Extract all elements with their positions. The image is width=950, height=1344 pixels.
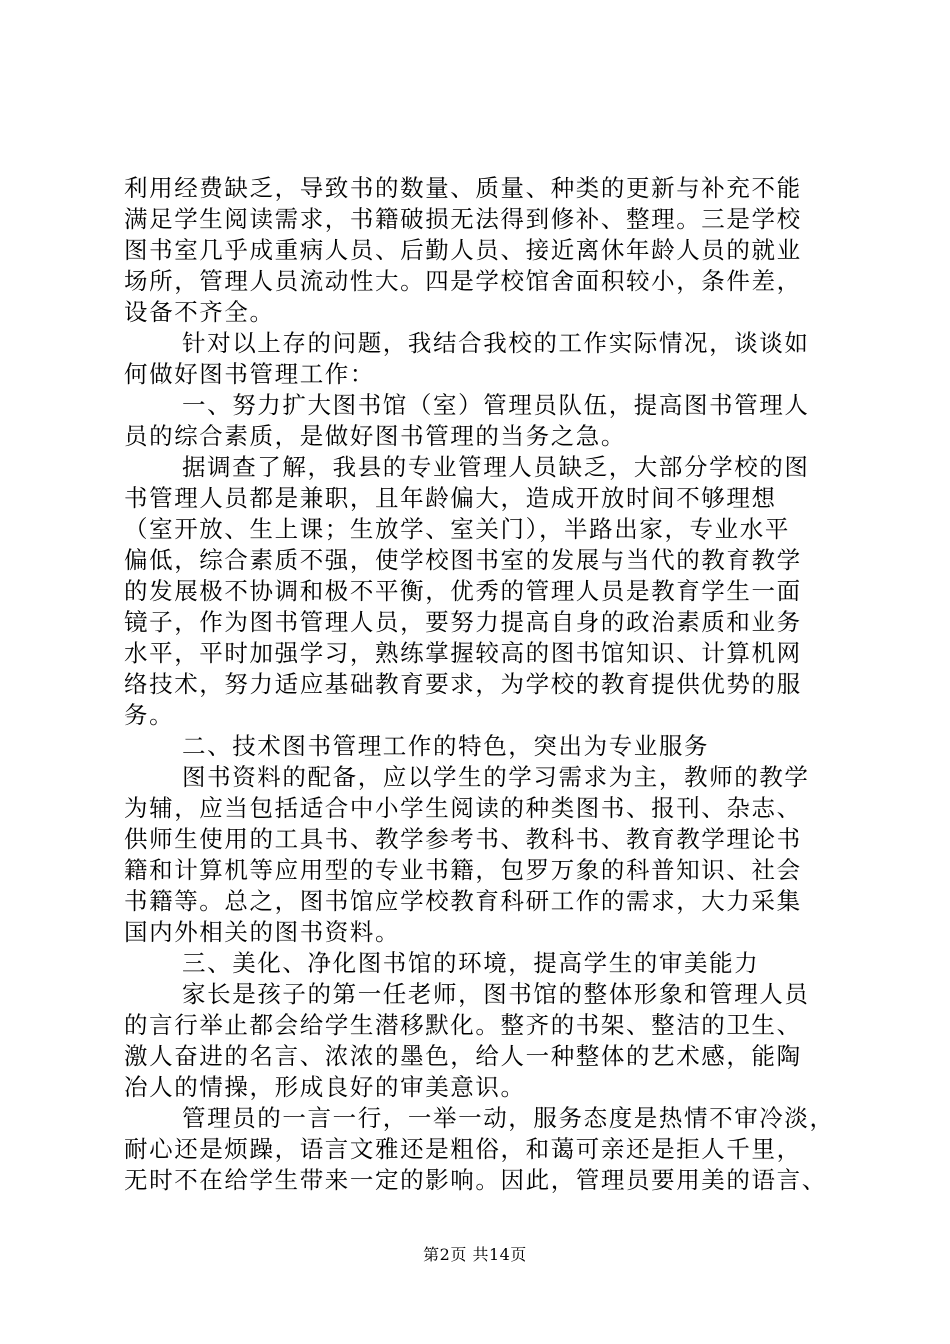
text-line: 管理员的一言一行，一举一动，服务态度是热情不审冷淡， bbox=[182, 1104, 835, 1132]
text-line: 的言行举止都会给学生潜移默化。整齐的书架、整洁的卫生、 bbox=[124, 1011, 802, 1039]
text-line: 针对以上存的问题，我结合我校的工作实际情况，谈谈如 bbox=[182, 329, 810, 357]
text-line: （室开放、生上课；生放学、室关门），半路出家，专业水平 bbox=[124, 515, 790, 543]
text-line: 络技术，努力适应基础教育要求，为学校的教育提供优势的服 bbox=[124, 670, 802, 698]
text-line: 激人奋进的名言、浓浓的墨色，给人一种整体的艺术感，能陶 bbox=[124, 1042, 802, 1070]
text-line: 场所，管理人员流动性大。四是学校馆舍面积较小，条件差， bbox=[124, 267, 802, 295]
text-line: 一、努力扩大图书馆（室）管理员队伍，提高图书管理人 bbox=[182, 391, 810, 419]
text-line: 无时不在给学生带来一定的影响。因此，管理员要用美的语言、 bbox=[124, 1166, 827, 1194]
document-body bbox=[124, 173, 844, 1196]
text-line: 供师生使用的工具书、教学参考书、教科书、教育教学理论书 bbox=[124, 825, 802, 853]
text-line: 何做好图书管理工作： bbox=[124, 360, 375, 388]
text-line: 镜子，作为图书管理人员，要努力提高自身的政治素质和业务 bbox=[124, 608, 802, 636]
text-line: 为辅，应当包括适合中小学生阅读的种类图书、报刊、杂志、 bbox=[124, 794, 802, 822]
text-line: 设备不齐全。 bbox=[124, 298, 275, 326]
text-line: 利用经费缺乏，导致书的数量、质量、种类的更新与补充不能 bbox=[124, 174, 802, 202]
text-line: 国内外相关的图书资料。 bbox=[124, 918, 401, 946]
text-line: 耐心还是烦躁，语言文雅还是粗俗，和蔼可亲还是拒人千里， bbox=[124, 1135, 802, 1163]
text-line: 三、美化、净化图书馆的环境，提高学生的审美能力 bbox=[182, 949, 760, 977]
text-line: 图书资料的配备，应以学生的学习需求为主，教师的教学 bbox=[182, 763, 810, 791]
text-line: 据调查了解，我县的专业管理人员缺乏，大部分学校的图 bbox=[182, 453, 810, 481]
text-line: 务。 bbox=[124, 701, 175, 729]
text-line: 书籍等。总之，图书馆应学校教育科研工作的需求，大力采集 bbox=[124, 887, 802, 915]
text-line: 书管理人员都是兼职，且年龄偏大，造成开放时间不够理想 bbox=[124, 484, 777, 512]
text-line: 员的综合素质，是做好图书管理的当务之急。 bbox=[124, 422, 626, 450]
text-line: 满足学生阅读需求，书籍破损无法得到修补、整理。三是学校 bbox=[124, 205, 802, 233]
page-footer: 第2页 共14页 bbox=[423, 1245, 527, 1264]
text-line: 偏低，综合素质不强，使学校图书室的发展与当代的教育教学 bbox=[124, 546, 802, 574]
text-line: 冶人的情操，形成良好的审美意识。 bbox=[124, 1073, 526, 1101]
text-line: 水平，平时加强学习，熟练掌握较高的图书馆知识、计算机网 bbox=[124, 639, 802, 667]
text-line: 图书室几乎成重病人员、后勤人员、接近离休年龄人员的就业 bbox=[124, 236, 802, 264]
text-line: 籍和计算机等应用型的专业书籍，包罗万象的科普知识、社会 bbox=[124, 856, 802, 884]
text-line: 二、技术图书管理工作的特色，突出为专业服务 bbox=[182, 732, 710, 760]
text-line: 家长是孩子的第一任老师，图书馆的整体形象和管理人员 bbox=[182, 980, 810, 1008]
text-line: 的发展极不协调和极不平衡，优秀的管理人员是教育学生一面 bbox=[124, 577, 802, 605]
